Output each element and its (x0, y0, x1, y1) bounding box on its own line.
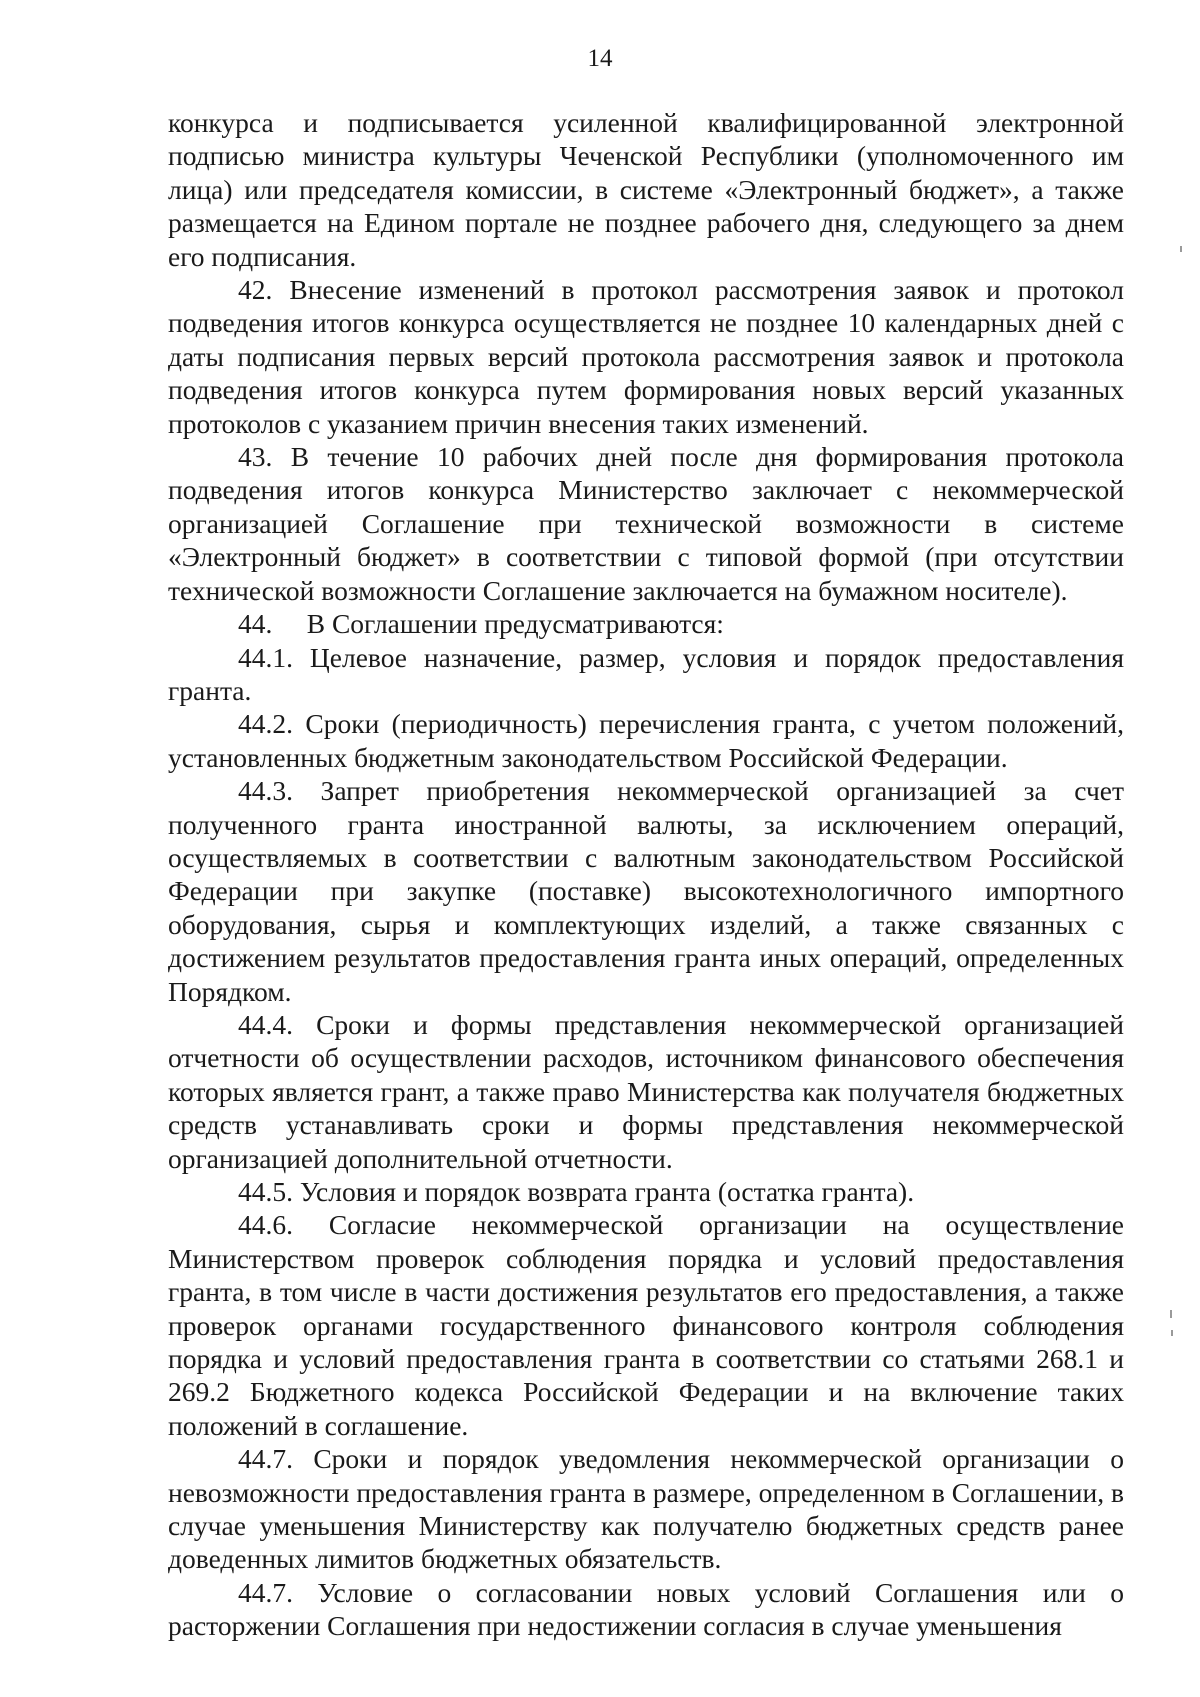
paragraph-44-1: 44.1. Целевое назначение, размер, условия и порядок предоставления гранта. (168, 641, 1124, 706)
page-number: 14 (587, 45, 613, 72)
paragraph-42: 42. Внесение изменений в протокол рассмотрения заявок и протокол подведения итогов конкурса осуществляется не позднее 10 календарных дней с даты подписания первых версий протокола рассмотрения заявок и протокола подведения итогов конкурса путем формирования новых версий указанных протоколов с указанием причин внесения таких изменений. (168, 274, 1124, 439)
scan-artifact-mark (1180, 246, 1182, 252)
paragraph-44-7-agreement: 44.7. Условие о согласовании новых условий Соглашения или о расторжении Соглашения при недостижении согласия в случае уменьшения (168, 1576, 1124, 1642)
paragraph-44-5: 44.5. Условия и порядок возврата гранта (остатка гранта). (238, 1176, 915, 1207)
paragraph-44-6: 44.6. Согласие некоммерческой организации на осуществление Министерством проверок соблюдения порядка и условий предоставления гранта, в том числе в части достижения результатов его предоставления, а также проверок органами государственного финансового контроля соблюдения порядка и условий предоставления гранта в соответствии со статьями 268.1 и 269.2 Бюджетного кодекса Российской Федерации и на включение таких положений в соглашение. (168, 1209, 1124, 1441)
paragraph-44-3: 44.3. Запрет приобретения некоммерческой организацией за счет полученного гранта иностранной валюты, за исключением операций, осуществляемых в соответствии с валютным законодательством Российской Федерации при закупке (поставке) высокотехнологичного импортного оборудования, сырья и комплектующих изделий, а также связанных с достижением результатов предоставления гранта иных операций, определенных Порядком. (168, 775, 1124, 1007)
paragraph-44-2: 44.2. Сроки (периодичность) перечисления гранта, с учетом положений, установленных бюджетным законодательством Российской Федерации. (168, 708, 1124, 773)
paragraph-continuation: конкурса и подписывается усиленной квалифицированной электронной подписью министра культуры Чеченской Республики (уполномоченного им лица) или председателя комиссии, в системе «Электронный бюджет», а также размещается на Едином портале не позднее рабочего дня, следующего за днем его подписания. (168, 107, 1124, 272)
paragraph-44-7-notification: 44.7. Сроки и порядок уведомления некоммерческой организации о невозможности предоставления гранта в размере, определенном в Соглашении, в случае уменьшения Министерству как получателю бюджетных средств ранее доведенных лимитов бюджетных обязательств. (168, 1443, 1124, 1575)
paragraph-43: 43. В течение 10 рабочих дней после дня формирования протокола подведения итогов конкурса Министерство заключает с некоммерческой организацией Соглашение при технической возможности в системе «Электронный бюджет» в соответствии с типовой формой (при отсутствии технической возможности Соглашение заключается на бумажном носителе). (168, 441, 1124, 606)
scan-artifact-mark (1170, 1310, 1172, 1318)
paragraph-44: 44. В Соглашении предусматриваются: (238, 608, 724, 640)
scan-artifact-mark (1171, 1330, 1173, 1336)
paragraph-44-4: 44.4. Сроки и формы представления некоммерческой организацией отчетности об осуществлении расходов, источником финансового обеспечения которых является грант, а также право Министерства как получателя бюджетных средств устанавливать сроки и формы представления некоммерческой организацией дополнительной отчетности. (168, 1008, 1124, 1174)
document-body (168, 106, 1124, 1643)
